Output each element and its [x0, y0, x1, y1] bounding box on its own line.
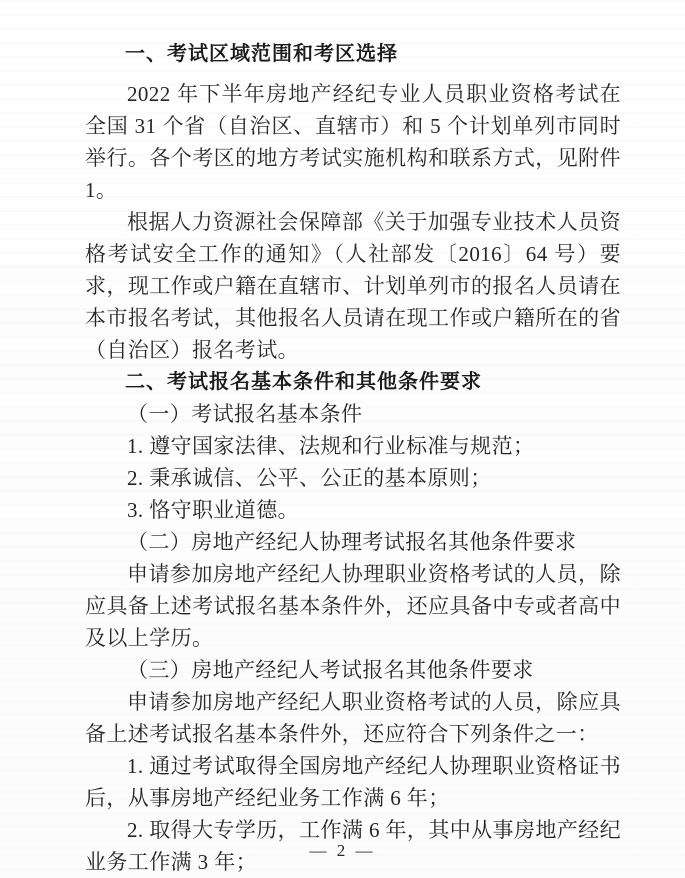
sub-section-heading-1: （一）考试报名基本条件	[127, 402, 363, 426]
body-paragraph: 2022 年下半年房地产经纪专业人员职业资格考试在全国 31 个省（自治区、直辖市）和 5 个计划单列市同时举行。各个考区的地方考试实施机构和联系方式，见附件 1。	[85, 82, 621, 202]
list-item: 2. 秉承诚信、公平、公正的基本原则；	[127, 466, 492, 490]
list-item: 3. 恪守职业道德。	[127, 498, 299, 522]
list-item: 1. 通过考试取得全国房地产经纪人协理职业资格证书后，从事房地产经纪业务工作满 6 年；	[85, 754, 621, 810]
section-heading-2: 二、考试报名基本条件和其他条件要求	[125, 371, 482, 393]
sub-section-heading-3: （三）房地产经纪人考试报名其他条件要求	[127, 658, 534, 682]
body-paragraph: 申请参加房地产经纪人协理职业资格考试的人员，除应具备上述考试报名基本条件外，还应具备中专或者高中及以上学历。	[85, 562, 621, 650]
section-heading-1: 一、考试区域范围和考区选择	[125, 43, 398, 65]
sub-section-heading-2: （二）房地产经纪人协理考试报名其他条件要求	[127, 530, 577, 554]
body-paragraph: 根据人力资源社会保障部《关于加强专业技术人员资格考试安全工作的通知》（人社部发〔2016〕64 号）要求，现工作或户籍在直辖市、计划单列市的报名人员请在本市报名考试，其他报名人员请在现工作或户籍所在的省（自治区）报名考试。	[85, 210, 621, 362]
page-number: — 2 —	[309, 841, 376, 860]
list-item: 2. 取得大专学历，工作满 6 年，其中从事房地产经纪业务工作满 3 年；	[85, 818, 621, 874]
document-body	[85, 38, 621, 878]
list-item: 1. 遵守国家法律、法规和行业标准与规范；	[127, 434, 535, 458]
body-paragraph: 申请参加房地产经纪人职业资格考试的人员，除应具备上述考试报名基本条件外，还应符合下列条件之一：	[85, 690, 621, 746]
